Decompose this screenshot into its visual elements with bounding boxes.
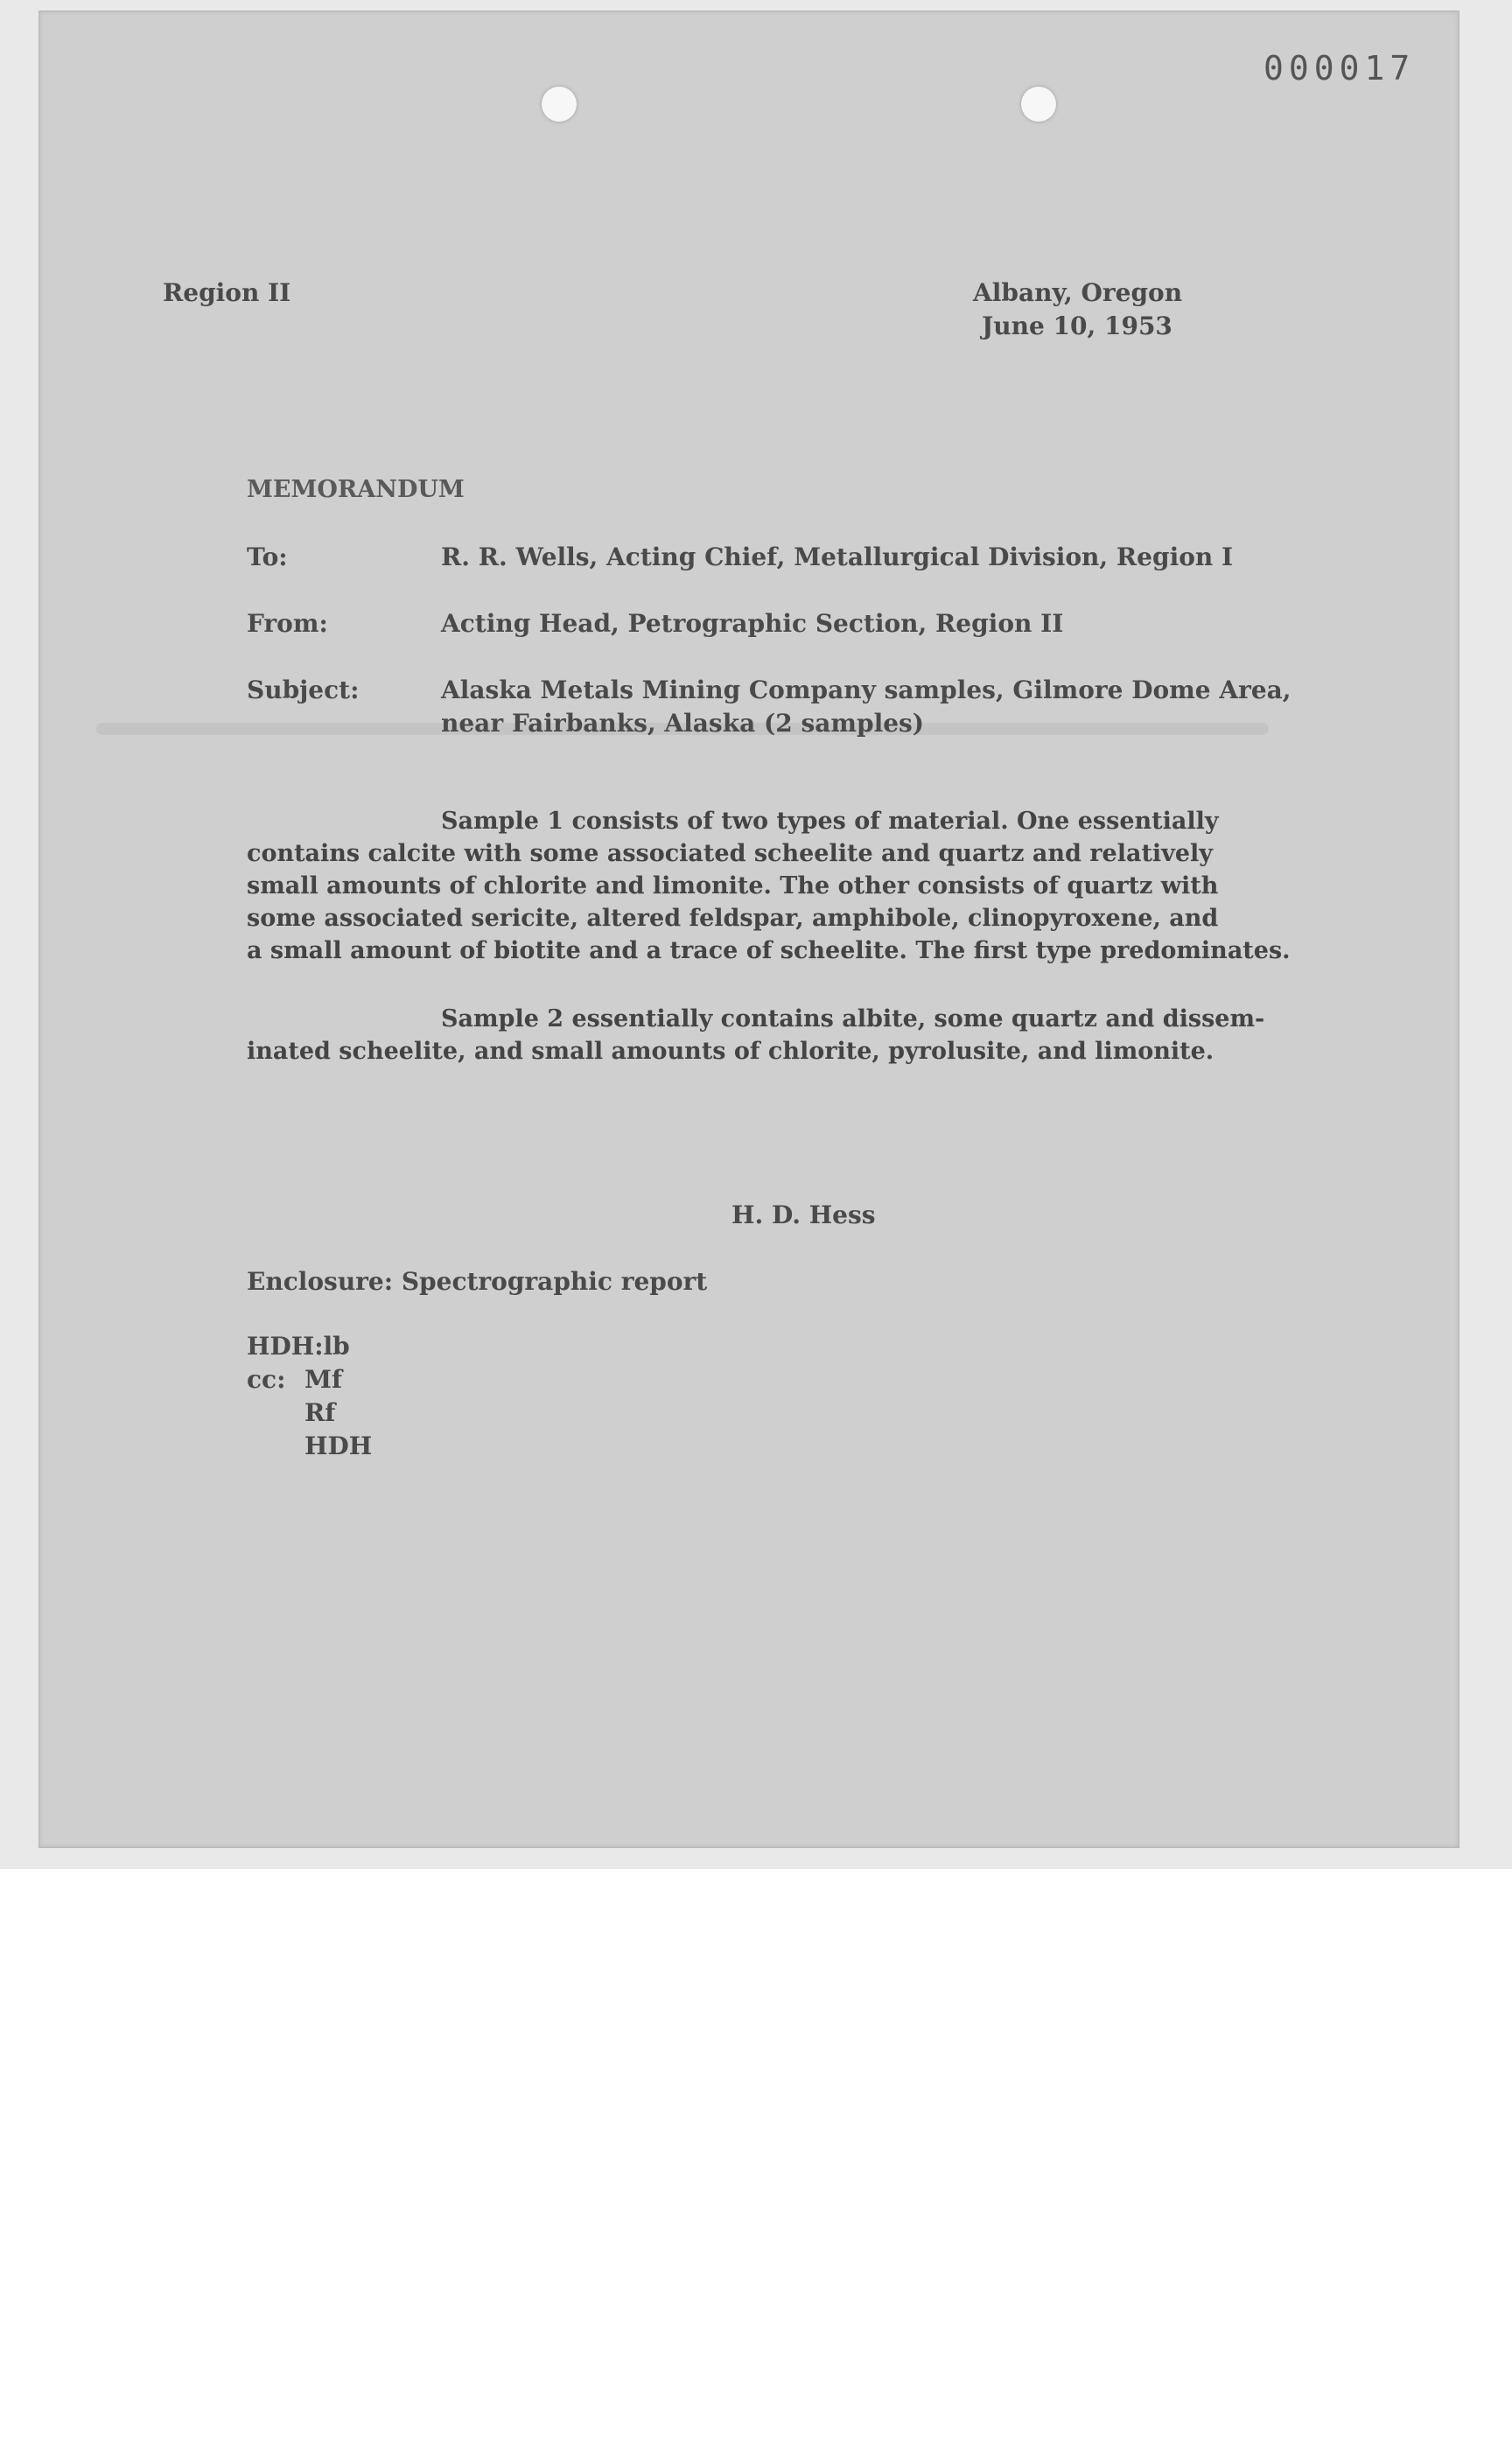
subject-line: Alaska Metals Mining Company samples, Gilmore Dome Area, bbox=[441, 676, 1292, 704]
paragraph-line: inated scheelite, and small amounts of chlorite, pyrolusite, and limonite. bbox=[247, 1038, 1214, 1065]
to-label: To: bbox=[247, 542, 288, 571]
paragraph-line: a small amount of biotite and a trace of scheelite. The first type predominates. bbox=[247, 937, 1291, 964]
from-value: Acting Head, Petrographic Section, Region II bbox=[441, 609, 1064, 638]
memo-title: MEMORANDUM bbox=[247, 476, 465, 503]
paragraph-line: some associated sericite, altered feldspar, amphibole, clinopyroxene, and bbox=[247, 905, 1219, 932]
paragraph-line: small amounts of chlorite and limonite. The other consists of quartz with bbox=[247, 872, 1219, 900]
paragraph-line: contains calcite with some associated scheelite and quartz and relatively bbox=[247, 840, 1213, 867]
cc-recipient: Mf bbox=[304, 1365, 343, 1394]
binder-hole-right bbox=[1021, 87, 1056, 122]
location-header: Albany, Oregon bbox=[973, 278, 1183, 307]
document-number: 000017 bbox=[1264, 49, 1416, 88]
subject-line: near Fairbanks, Alaska (2 samples) bbox=[441, 709, 925, 738]
enclosure-line: Enclosure: Spectrographic report bbox=[247, 1267, 708, 1296]
cc-recipient: Rf bbox=[304, 1398, 336, 1427]
region-header: Region II bbox=[163, 278, 291, 307]
to-value: R. R. Wells, Acting Chief, Metallurgical Division, Region I bbox=[441, 542, 1234, 571]
sample-2-paragraph bbox=[247, 1003, 1314, 1068]
cc-label: cc: bbox=[247, 1365, 286, 1394]
subject-label: Subject: bbox=[247, 676, 360, 704]
binder-hole-left bbox=[542, 87, 577, 122]
reference-initials: HDH:lb bbox=[247, 1332, 350, 1361]
date-header: June 10, 1953 bbox=[982, 312, 1172, 340]
paragraph-line: Sample 2 essentially contains albite, some quartz and dissem- bbox=[441, 1005, 1265, 1032]
cc-recipient: HDH bbox=[304, 1432, 373, 1460]
signature-name: H. D. Hess bbox=[732, 1200, 876, 1229]
sample-1-paragraph bbox=[247, 805, 1314, 967]
from-label: From: bbox=[247, 609, 328, 638]
paragraph-line: Sample 1 consists of two types of material. One essentially bbox=[441, 808, 1219, 835]
